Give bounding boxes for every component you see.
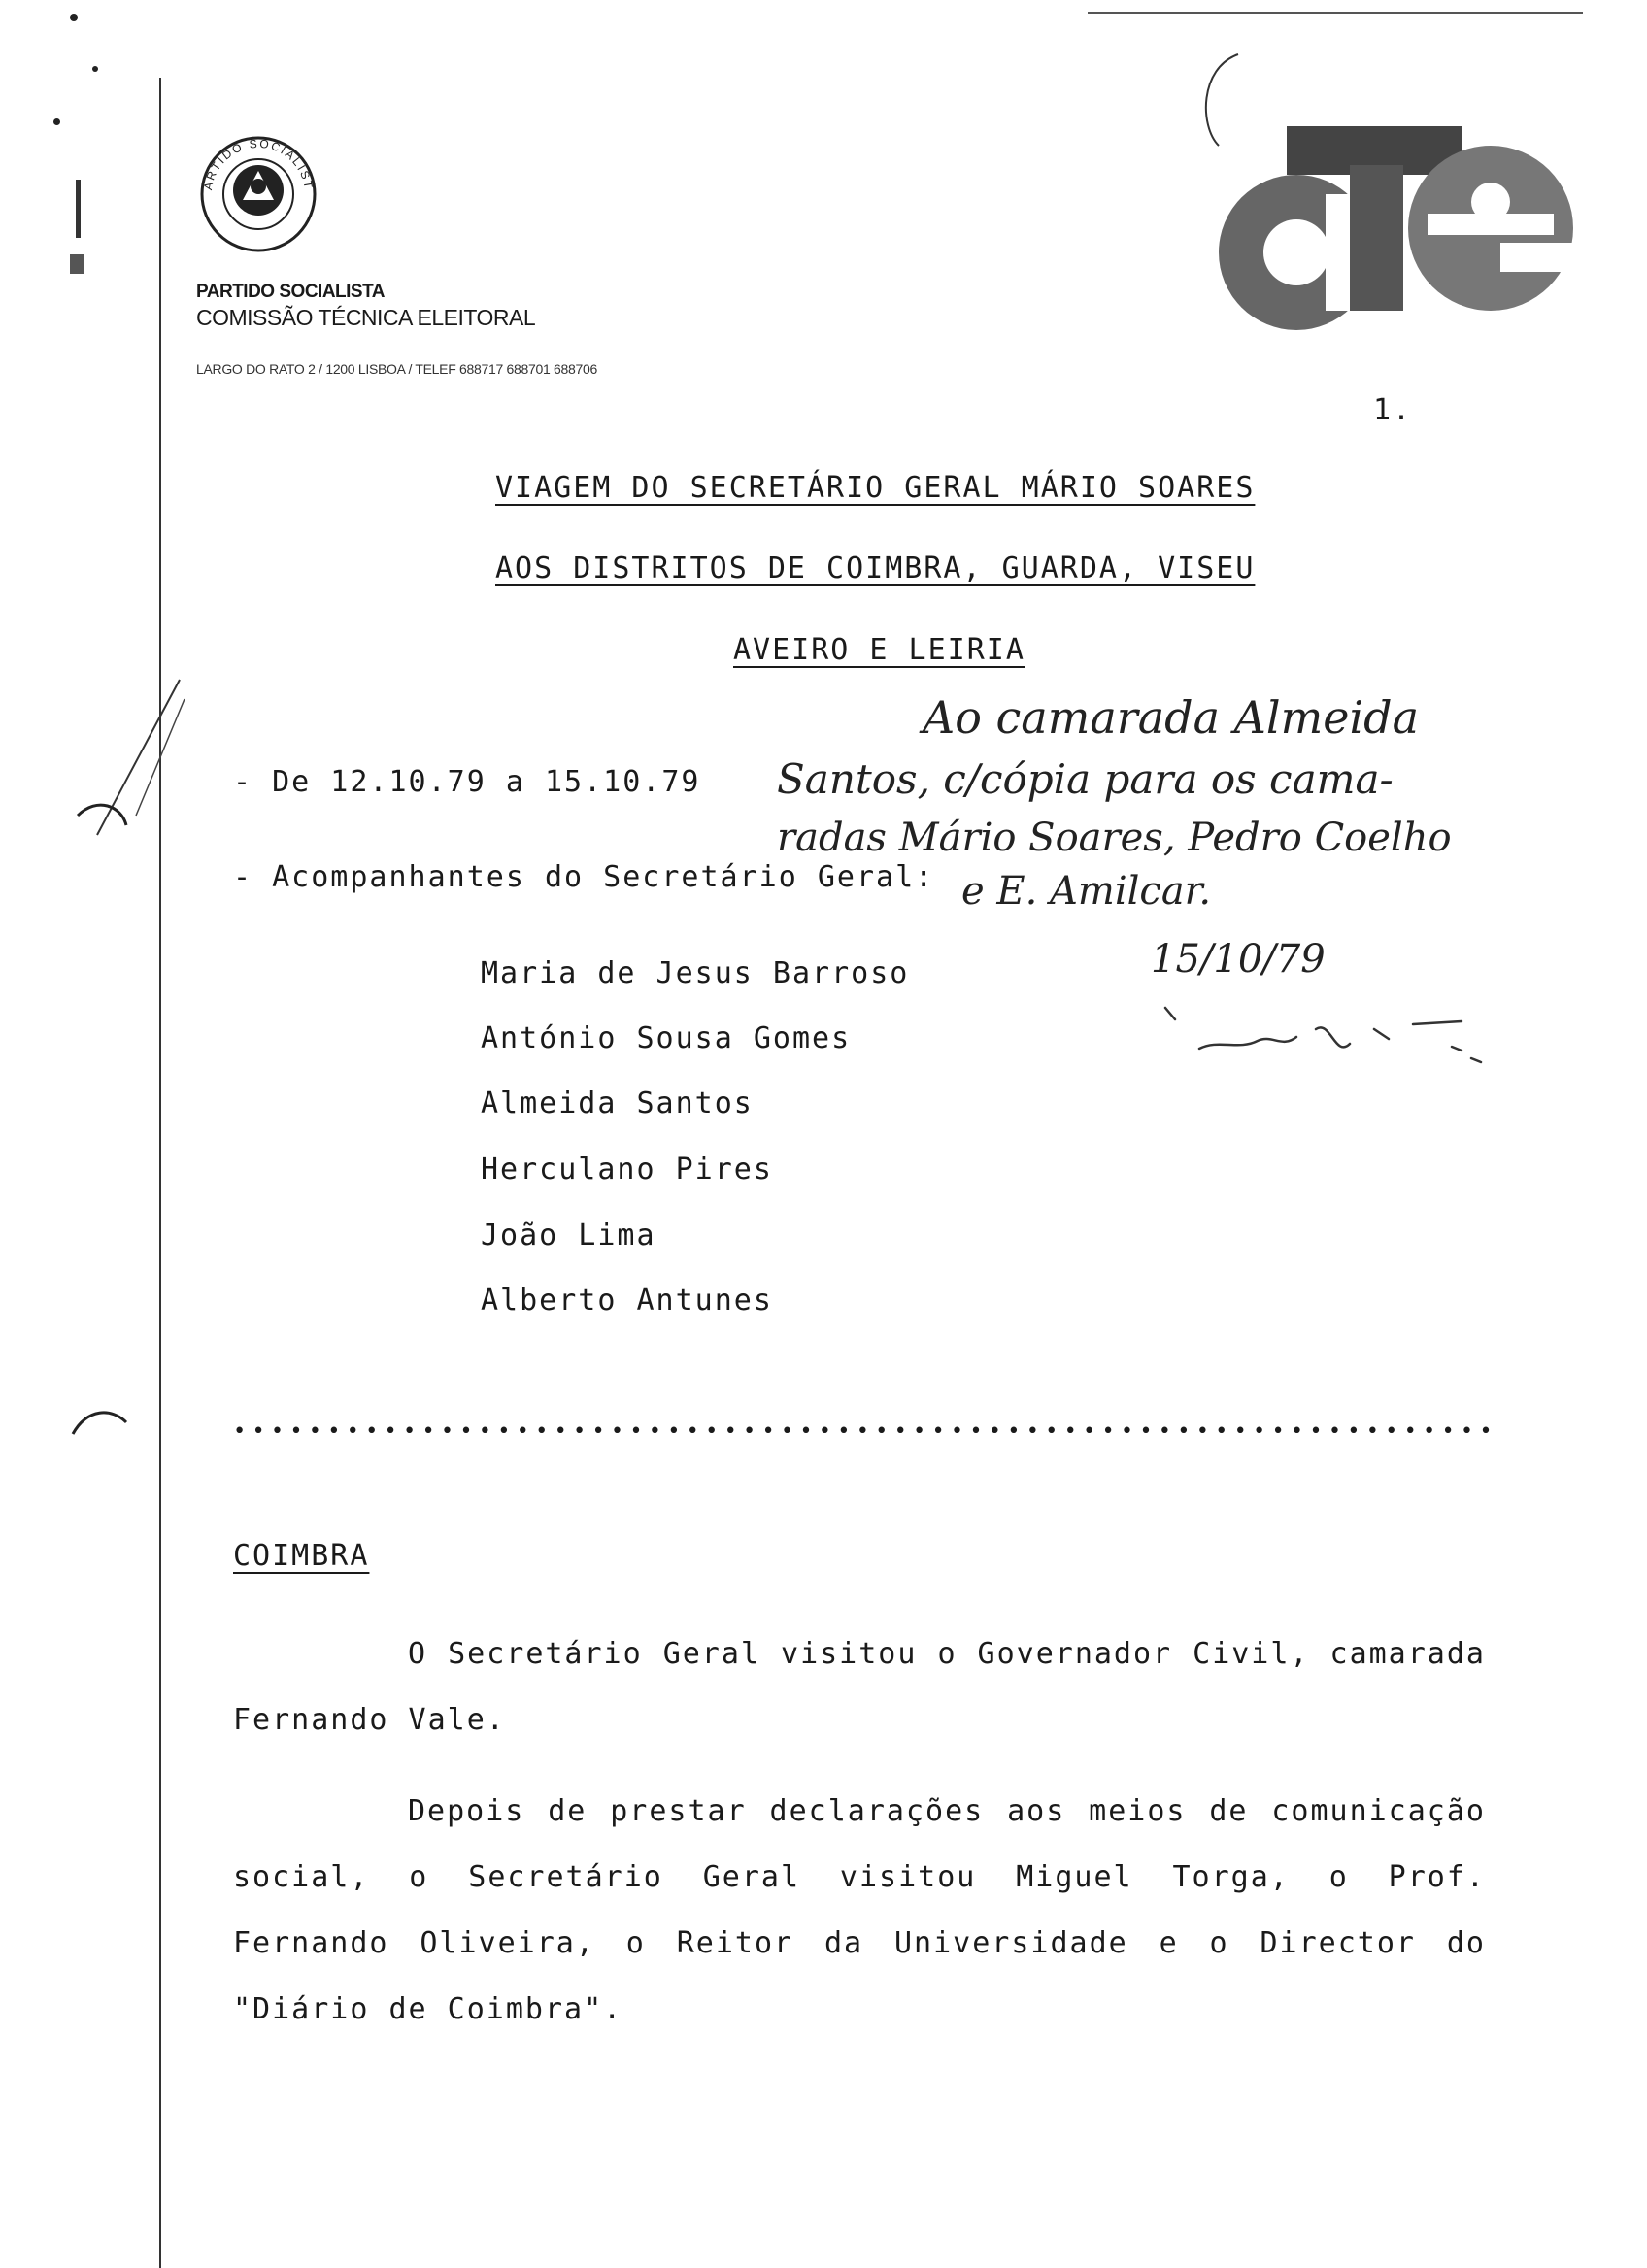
handwritten-signature (1160, 990, 1491, 1068)
title-line-2: AOS DISTRITOS DE COIMBRA, GUARDA, VISEU (495, 551, 1256, 585)
party-seal (194, 130, 322, 258)
seal-text: ARTIDO SOCIALIST (201, 136, 316, 191)
companion-name: Maria de Jesus Barroso (481, 956, 910, 990)
companion-name: António Sousa Gomes (481, 1021, 852, 1055)
title-line-1: VIAGEM DO SECRETÁRIO GERAL MÁRIO SOARES (495, 471, 1256, 505)
punch-mark (70, 14, 78, 21)
margin-pencil-mark (68, 670, 194, 845)
punch-mark (92, 66, 98, 72)
letterhead-address: LARGO DO RATO 2 / 1200 LISBOA / TELEF 688717 688701 688706 (196, 361, 597, 377)
commission-name: COMISSÃO TÉCNICA ELEITORAL (196, 305, 536, 330)
margin-pencil-mark (68, 1403, 136, 1442)
companions-heading: - Acompanhantes do Secretário Geral: (233, 860, 935, 894)
page-number: 1. (1373, 393, 1413, 427)
companion-name: Almeida Santos (481, 1086, 754, 1120)
dotted-separator: ••••••••••••••••••••••••••••••••••••••••••••••••••••••••••••••••••• (233, 1419, 1498, 1444)
handwritten-note-line: Santos, c/cópia para os cama- (777, 755, 1394, 803)
cte-logo (1180, 49, 1588, 340)
section-heading: COIMBRA (233, 1539, 370, 1573)
handwritten-note-line: radas Mário Soares, Pedro Coelho (777, 816, 1452, 860)
trip-dates: - De 12.10.79 a 15.10.79 (233, 765, 701, 799)
companion-name: Herculano Pires (481, 1152, 773, 1186)
party-name: PARTIDO SOCIALISTA (196, 282, 386, 302)
punch-mark (53, 118, 60, 125)
punch-mark (76, 180, 81, 238)
handwritten-note-date: 15/10/79 (1151, 937, 1326, 982)
handwritten-note-line: e E. Amilcar. (961, 869, 1212, 914)
companion-name: Alberto Antunes (481, 1284, 773, 1317)
section-paragraph: O Secretário Geral visitou o Governador Civil, camarada Fernando Vale. (233, 1637, 1486, 1737)
section-paragraph: Depois de prestar declarações aos meios de comunicação social, o Secretário Geral visitou Miguel Torga, o Prof. Fernando Oliveira, o Reitor da Universidade e o Director do "Diário de Coimbra". (233, 1794, 1486, 2026)
margin-rule (159, 78, 161, 2268)
punch-mark (70, 254, 84, 274)
handwritten-note-line: Ao camarada Almeida (923, 691, 1420, 744)
title-line-3: AVEIRO E LEIRIA (733, 633, 1025, 667)
logo-text: CTE (1316, 335, 1318, 336)
top-rule (1088, 12, 1583, 14)
companion-name: João Lima (481, 1218, 656, 1252)
